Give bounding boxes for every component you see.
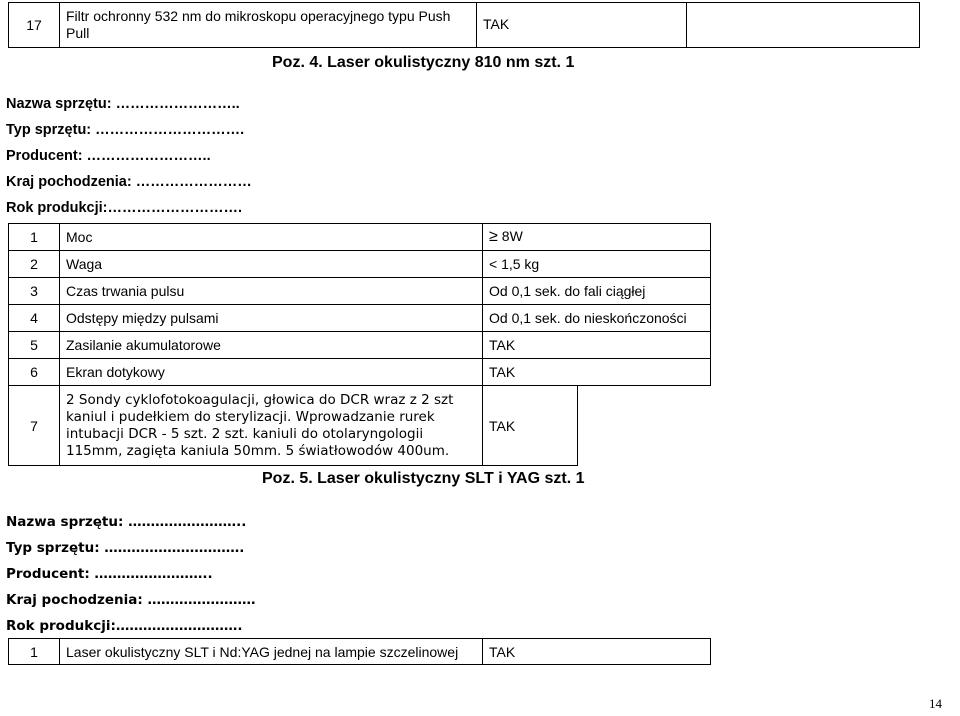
row-number: 2 (9, 251, 60, 278)
table-row (9, 359, 711, 386)
row-value: TAK (483, 386, 578, 466)
country-of-origin-field: Kraj pochodzenia: …………………… (6, 592, 256, 608)
producer-field: Producent: …………………….. (6, 566, 213, 582)
section-4-table (8, 223, 711, 386)
row-description: Odstępy między pulsami (60, 305, 483, 332)
section-4-table-row-7 (8, 385, 578, 466)
row-value: ≥ 8W (483, 224, 711, 251)
table-row (9, 639, 711, 665)
top-table (8, 2, 920, 48)
row-value: TAK (483, 639, 711, 665)
production-year-field: Rok produkcji:………………………. (6, 618, 243, 634)
row-number: 1 (9, 639, 60, 665)
page-number: 14 (929, 696, 942, 711)
table-row (9, 3, 920, 48)
table-row (9, 224, 711, 251)
equipment-name-field: Nazwa sprzętu: …………………….. (6, 514, 247, 530)
row-value: TAK (483, 359, 711, 386)
row-description: Laser okulistyczny SLT i Nd:YAG jednej na lampie szczelinowej (60, 639, 483, 665)
table-row (9, 305, 711, 332)
table-row (9, 278, 711, 305)
country-of-origin-field: Kraj pochodzenia: …………………… (6, 174, 252, 190)
row-number: 3 (9, 278, 60, 305)
producer-field: Producent: …………………….. (6, 148, 211, 164)
row-number: 7 (9, 386, 60, 466)
row-number: 17 (9, 3, 60, 48)
row-description: Waga (60, 251, 483, 278)
row-number: 6 (9, 359, 60, 386)
section-5-info (6, 509, 256, 639)
row-description: 2 Sondy cyklofotokoagulacji, głowica do DCR wraz z 2 szt kaniul i pudełkiem do sterylizacji. Wprowadzanie rurek intubacji DCR - 5 szt. 2 szt. kaniuli do otolaryngologii 115mm, zagięta kaniula 50mm. 5 światłowodów 400um. (60, 386, 483, 466)
row-value: < 1,5 kg (483, 251, 711, 278)
row-number: 4 (9, 305, 60, 332)
row-empty-cell (687, 3, 920, 48)
table-row (9, 332, 711, 359)
row-description: Czas trwania pulsu (60, 278, 483, 305)
row-number: 5 (9, 332, 60, 359)
row-value: TAK (483, 332, 711, 359)
section-5-heading: Poz. 5. Laser okulistyczny SLT i YAG szt. 1 (262, 470, 585, 487)
production-year-field: Rok produkcji:………………………. (6, 200, 243, 216)
row-description: Filtr ochronny 532 nm do mikroskopu operacyjnego typu Push Pull (60, 3, 477, 48)
equipment-type-field: Typ sprzętu: …………………………. (6, 540, 245, 556)
row-value: Od 0,1 sek. do nieskończoności (483, 305, 711, 332)
row-description: Moc (60, 224, 483, 251)
row-value: TAK (477, 3, 687, 48)
greater-equal-icon: ≥ (489, 228, 498, 245)
row-description: Zasilanie akumulatorowe (60, 332, 483, 359)
section-5-table (8, 638, 711, 665)
section-4-heading: Poz. 4. Laser okulistyczny 810 nm szt. 1 (272, 54, 575, 71)
row-description: Ekran dotykowy (60, 359, 483, 386)
row-number: 1 (9, 224, 60, 251)
equipment-type-field: Typ sprzętu: …………………………. (6, 122, 245, 138)
table-row (9, 251, 711, 278)
table-row (9, 386, 578, 466)
equipment-name-field: Nazwa sprzętu: …………………….. (6, 96, 240, 112)
section-4-info (6, 91, 252, 221)
row-value: Od 0,1 sek. do fali ciągłej (483, 278, 711, 305)
